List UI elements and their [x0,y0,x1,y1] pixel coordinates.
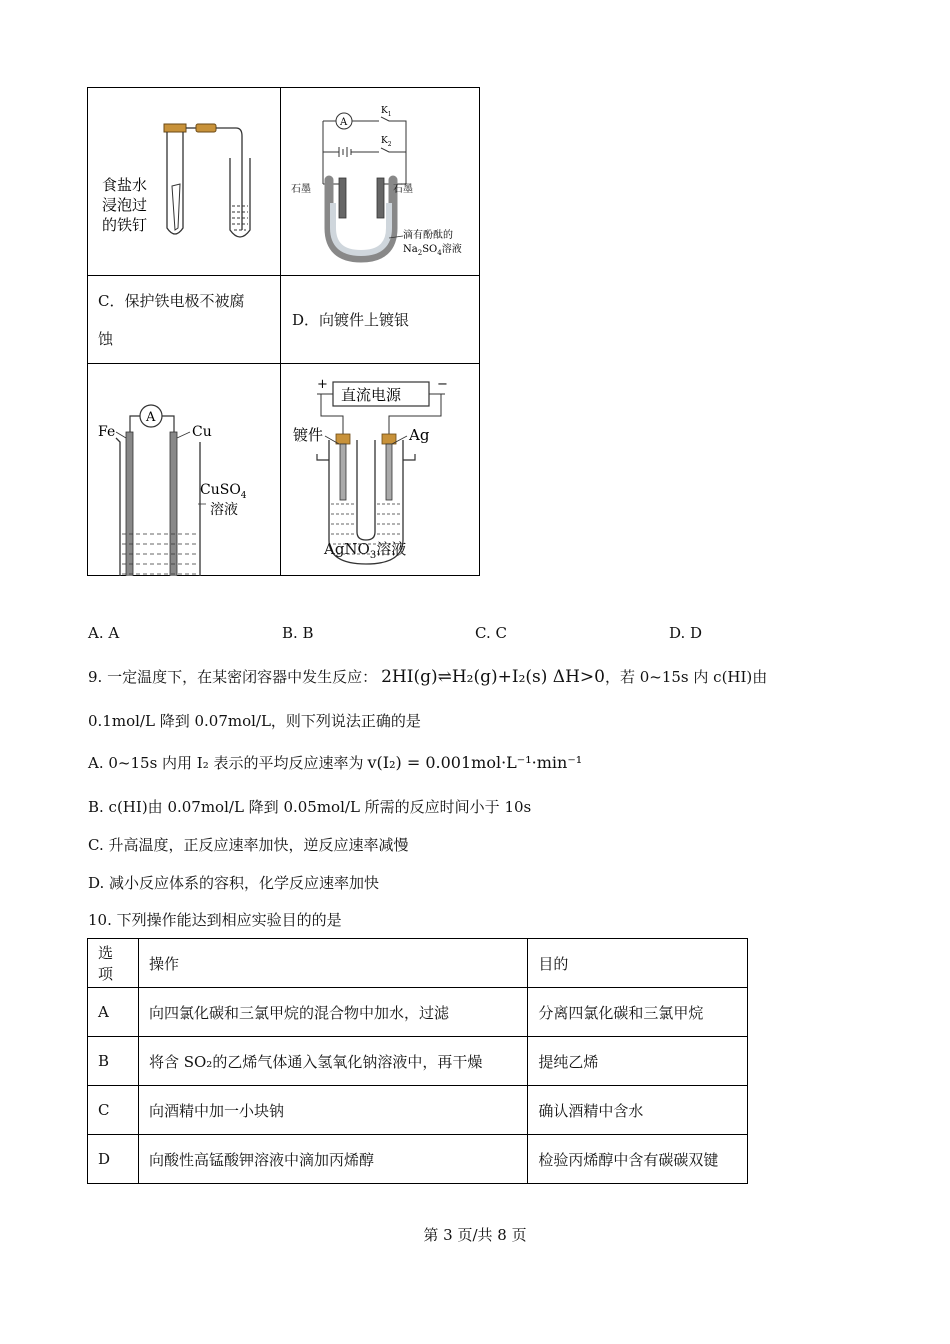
table-header-cell: 目的 [528,939,748,988]
option-d-caption: D．向镀件上镀银 [292,311,410,329]
table-row [88,1086,748,1135]
table-header-row [88,939,748,988]
option-c-caption: C．保护铁电极不被腐 [98,292,245,310]
option-c-caption-2: 蚀 [98,330,114,348]
fig-d-ag-label: Ag [409,426,430,444]
table-cell: D [88,1135,139,1184]
q9-option-a-prefix: A. 0~15s 内用 I₂ 表示的平均反应速率为 [88,754,364,772]
q9-stem-suffix: ，若 0~15s 内 c(HI)由 [604,668,768,686]
fig-b-ammeter-label: A [340,117,348,128]
q9-stem-prefix: 9. 一定温度下，在某密闭容器中发生反应： [88,668,378,686]
table-cell: 确认酒精中含水 [528,1086,748,1135]
q8-option-c[interactable]: C. C [475,624,507,642]
q10-stem: 10. 下列操作能达到相应实验目的的是 [88,911,342,929]
fig-b-k1: $K_1$ [381,106,392,118]
fig-a-label-1: 食盐水 [102,176,148,194]
q10-table [87,938,748,1184]
q8-option-a[interactable]: A. A [88,624,120,642]
fig-c-solution-label: CuSO$_4$ [200,482,247,501]
q9-option-c[interactable]: C. 升高温度，正反应速率加快，逆反应速率减慢 [88,836,409,854]
fig-c-solution-label-2: 溶液 [210,502,238,518]
fig-b-graphite-left: 石墨 [291,184,311,195]
figure-table [87,87,480,576]
fig-c-cu-label: Cu [192,424,212,440]
q9-option-a-formula: v(I₂) = 0.001mol·L⁻¹·min⁻¹ [367,753,583,772]
table-header-cell: 操作 [138,939,527,988]
table-cell: 检验丙烯醇中含有碳碳双键 [528,1135,748,1184]
q8-option-b[interactable]: B. B [282,624,314,642]
q9-equation: 2HI(g)⇌H₂(g)+I₂(s) ΔH>0 [381,667,605,687]
fig-d-plus: + [317,377,328,392]
fig-c-ammeter-label: A [146,410,156,425]
figure-fe-cu-cell [88,364,280,576]
table-cell: 提纯乙烯 [528,1037,748,1086]
fig-b-k2: $K_2$ [381,136,392,148]
table-row [88,1135,748,1184]
q9-option-b[interactable]: B. c(HI)由 0.07mol/L 降到 0.05mol/L 所需的反应时间小于 10s [88,798,532,816]
q9-stem-line2: 0.1mol/L 降到 0.07mol/L，则下列说法正确的是 [88,712,421,730]
table-cell: 向酸性高锰酸钾溶液中滴加丙烯醇 [138,1135,527,1184]
fig-b-graphite-right: 石墨 [393,184,413,195]
fig-a-label-3: 的铁钉 [102,216,148,234]
page-number: 第 3 页/共 8 页 [423,1226,527,1244]
fig-a-label-2: 浸泡过 [102,196,148,214]
table-cell: 向酒精中加一小块钠 [138,1086,527,1135]
fig-b-solution-line2: $Na_2SO_4$溶液 [403,244,462,257]
table-header-cell: 选项 [88,939,139,988]
table-row [88,988,748,1037]
table-cell: 向四氯化碳和三氯甲烷的混合物中加水，过滤 [138,988,527,1037]
figure-electrolysis-na2so4 [281,88,479,275]
fig-d-piece-label: 镀件 [293,426,324,444]
q9-option-d[interactable]: D. 减小反应体系的容积，化学反应速率加快 [88,874,380,892]
fig-d-minus: − [437,377,448,392]
table-cell: 分离四氯化碳和三氯甲烷 [528,988,748,1037]
table-cell: 将含 SO₂的乙烯气体通入氢氧化钠溶液中，再干燥 [138,1037,527,1086]
table-cell: B [88,1037,139,1086]
figure-table-row-line [88,275,479,276]
fig-d-power-label: 直流电源 [341,386,402,404]
q9-option-a[interactable] [88,753,582,773]
q9-stem [88,667,767,687]
q8-option-d[interactable]: D. D [669,624,703,642]
fig-d-solution-label: AgNO$_3$溶液 [324,540,407,561]
fig-b-solution-line1: 滴有酚酞的 [403,230,453,241]
table-cell: A [88,988,139,1037]
table-row [88,1037,748,1086]
figure-nail-corrosion [88,88,280,275]
table-cell: C [88,1086,139,1135]
fig-c-fe-label: Fe [98,424,116,440]
